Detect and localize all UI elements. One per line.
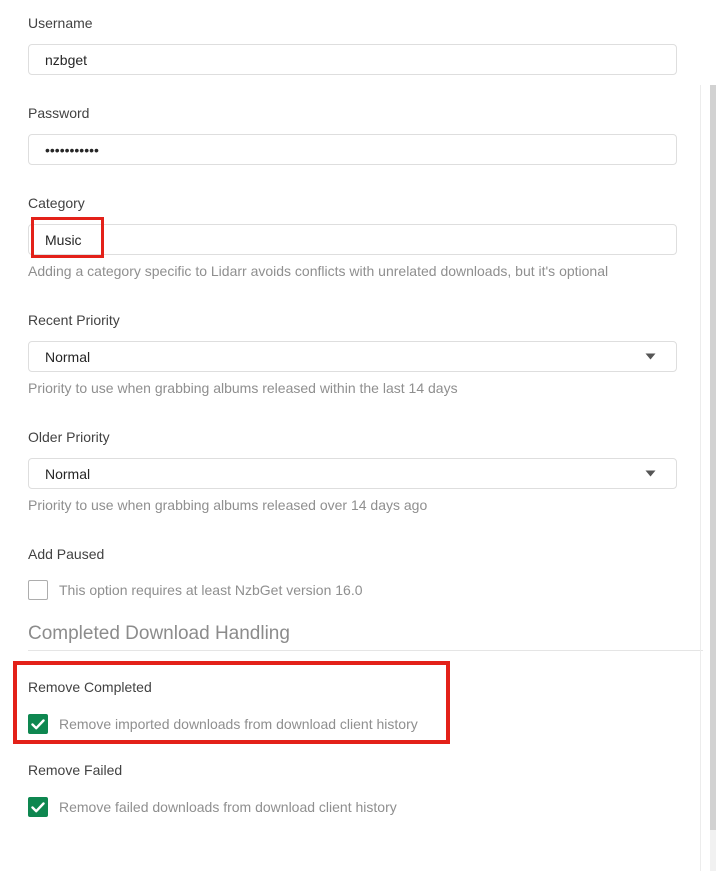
chevron-down-icon [645,353,656,360]
older-priority-select[interactable] [28,458,677,489]
recent-priority-selected-value: Normal [45,348,91,365]
username-input[interactable] [28,44,677,75]
recent-priority-help-text: Priority to use when grabbing albums released within the last 14 days [28,380,458,396]
password-label: Password [28,105,90,121]
recent-priority-select[interactable] [28,341,677,372]
add-paused-row [28,580,677,600]
scroll-container-edge [700,85,701,871]
password-input[interactable] [28,134,677,165]
category-label: Category [28,195,85,211]
older-priority-help-text: Priority to use when grabbing albums released over 14 days ago [28,497,428,513]
recent-priority-label: Recent Priority [28,312,120,328]
add-paused-checkbox-label: This option requires at least NzbGet version 16.0 [59,582,363,598]
older-priority-label: Older Priority [28,429,110,445]
chevron-down-icon [645,470,656,477]
category-input[interactable] [28,224,677,255]
remove-failed-checkbox[interactable] [28,797,48,817]
check-icon [31,719,45,730]
check-icon [31,802,45,813]
older-priority-selected-value: Normal [45,465,91,482]
username-label: Username [28,15,93,31]
add-paused-checkbox[interactable] [28,580,48,600]
scrollbar-thumb[interactable] [710,85,716,830]
add-paused-label: Add Paused [28,546,105,562]
remove-completed-checkbox-label: Remove imported downloads from download client history [59,716,418,732]
remove-failed-label: Remove Failed [28,762,123,778]
remove-completed-checkbox[interactable] [28,714,48,734]
remove-failed-checkbox-label: Remove failed downloads from download client history [59,799,397,815]
remove-completed-label: Remove Completed [28,679,152,695]
category-help-text: Adding a category specific to Lidarr avoids conflicts with unrelated downloads, but it's optional [28,263,609,279]
remove-completed-row [28,714,677,734]
remove-failed-row [28,797,677,817]
completed-download-handling-header: Completed Download Handling [28,623,703,651]
